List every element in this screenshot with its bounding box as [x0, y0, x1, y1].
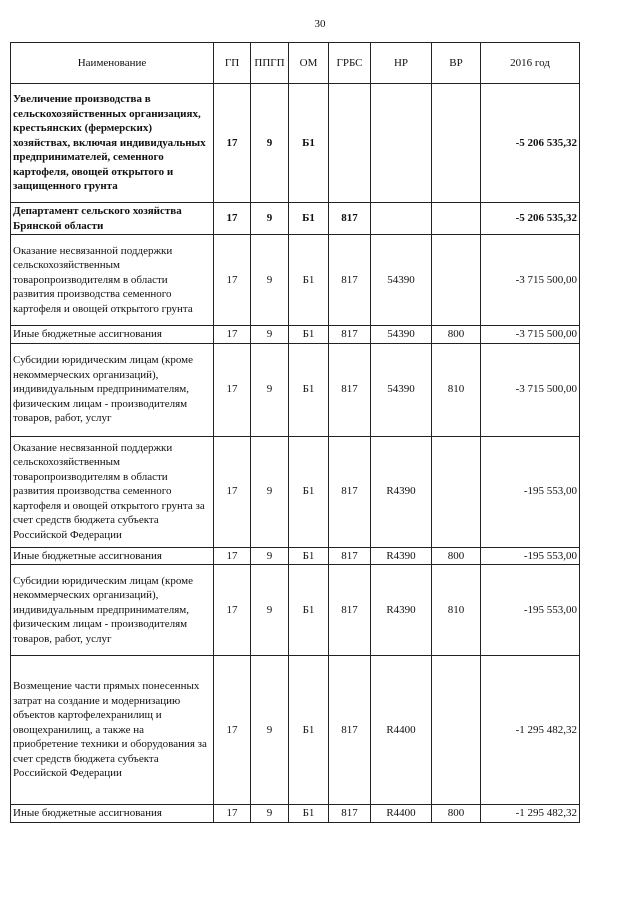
row-ppgp: 9 — [251, 547, 289, 565]
row-name: Иные бюджетные ассигнования — [11, 326, 214, 344]
row-ppgp: 9 — [251, 565, 289, 656]
budget-table — [10, 42, 580, 823]
row-ppgp: 9 — [251, 656, 289, 805]
row-name: Возмещение части прямых понесенных затрат на создание и модернизацию объектов картофелехранилищ и овощехранилищ, а также на приобретение техники и оборудования за счет средств бюджета субъекта Российской Федерации — [11, 656, 214, 805]
row-ppgp: 9 — [251, 436, 289, 547]
row-ppgp: 9 — [251, 84, 289, 203]
row-nr: R4390 — [371, 547, 432, 565]
row-gp: 17 — [214, 547, 251, 565]
header-om: ОМ — [289, 43, 329, 84]
row-ppgp: 9 — [251, 326, 289, 344]
header-year-2016: 2016 год — [481, 43, 580, 84]
row-om: Б1 — [289, 343, 329, 436]
row-nr: R4400 — [371, 805, 432, 823]
row-gp: 17 — [214, 343, 251, 436]
table-row — [11, 565, 580, 656]
table-row — [11, 656, 580, 805]
row-name: Оказание несвязанной поддержки сельскохозяйственным товаропроизводителям в области развития производства семенного картофеля и овощей открытого грунта — [11, 235, 214, 326]
page-number: 30 — [314, 18, 326, 30]
table-row — [11, 326, 580, 344]
table-header-row — [11, 43, 580, 84]
row-gp: 17 — [214, 203, 251, 235]
row-amount: -1 295 482,32 — [481, 805, 580, 823]
row-amount: -3 715 500,00 — [481, 326, 580, 344]
row-grbs: 817 — [329, 203, 371, 235]
row-vr: 810 — [432, 565, 481, 656]
header-vr: ВР — [432, 43, 481, 84]
row-om: Б1 — [289, 203, 329, 235]
row-nr: 54390 — [371, 343, 432, 436]
row-om: Б1 — [289, 656, 329, 805]
row-nr: R4400 — [371, 656, 432, 805]
row-vr: 800 — [432, 805, 481, 823]
row-nr: 54390 — [371, 235, 432, 326]
row-gp: 17 — [214, 656, 251, 805]
row-vr: 800 — [432, 547, 481, 565]
row-vr: 810 — [432, 343, 481, 436]
row-ppgp: 9 — [251, 235, 289, 326]
row-grbs: 817 — [329, 343, 371, 436]
row-amount: -195 553,00 — [481, 565, 580, 656]
table-row — [11, 547, 580, 565]
row-gp: 17 — [214, 235, 251, 326]
row-name: Иные бюджетные ассигнования — [11, 805, 214, 823]
table-row — [11, 84, 580, 203]
row-om: Б1 — [289, 805, 329, 823]
row-name: Субсидии юридическим лицам (кроме некоммерческих организаций), индивидуальным предпринимателям, физическим лицам - производителям товаров, работ, услуг — [11, 565, 214, 656]
row-gp: 17 — [214, 326, 251, 344]
row-nr: R4390 — [371, 565, 432, 656]
row-grbs — [329, 84, 371, 203]
row-name: Департамент сельского хозяйства Брянской области — [11, 203, 214, 235]
table-row — [11, 203, 580, 235]
row-vr — [432, 436, 481, 547]
header-ppgp: ППГП — [251, 43, 289, 84]
row-grbs: 817 — [329, 235, 371, 326]
row-nr: 54390 — [371, 326, 432, 344]
row-grbs: 817 — [329, 805, 371, 823]
row-amount: -195 553,00 — [481, 436, 580, 547]
row-vr: 800 — [432, 326, 481, 344]
row-grbs: 817 — [329, 326, 371, 344]
row-grbs: 817 — [329, 547, 371, 565]
row-gp: 17 — [214, 84, 251, 203]
row-grbs: 817 — [329, 436, 371, 547]
row-om: Б1 — [289, 235, 329, 326]
row-gp: 17 — [214, 805, 251, 823]
row-amount: -5 206 535,32 — [481, 203, 580, 235]
row-name: Иные бюджетные ассигнования — [11, 547, 214, 565]
row-ppgp: 9 — [251, 805, 289, 823]
row-om: Б1 — [289, 436, 329, 547]
row-gp: 17 — [214, 565, 251, 656]
row-om: Б1 — [289, 565, 329, 656]
row-ppgp: 9 — [251, 203, 289, 235]
row-name: Оказание несвязанной поддержки сельскохозяйственным товаропроизводителям в области развития производства семенного картофеля и овощей открытого грунта за счет средств бюджета субъекта Российской Федерации — [11, 436, 214, 547]
row-amount: -195 553,00 — [481, 547, 580, 565]
row-om: Б1 — [289, 326, 329, 344]
table-row — [11, 436, 580, 547]
row-ppgp: 9 — [251, 343, 289, 436]
row-nr — [371, 84, 432, 203]
row-vr — [432, 656, 481, 805]
row-vr — [432, 203, 481, 235]
row-vr — [432, 235, 481, 326]
row-vr — [432, 84, 481, 203]
row-name: Увеличение производства в сельскохозяйственных организациях, крестьянских (фермерских) хозяйствах, включая индивидуальных предпринимателей, семенного картофеля, овощей открытого и защищенного грунта — [11, 84, 214, 203]
row-nr: R4390 — [371, 436, 432, 547]
row-grbs: 817 — [329, 565, 371, 656]
header-nr: НР — [371, 43, 432, 84]
row-om: Б1 — [289, 84, 329, 203]
table-row — [11, 235, 580, 326]
table-row — [11, 805, 580, 823]
header-name: Наименование — [11, 43, 214, 84]
row-amount: -3 715 500,00 — [481, 235, 580, 326]
row-name: Субсидии юридическим лицам (кроме некоммерческих организаций), индивидуальным предпринимателям, физическим лицам - производителям товаров, работ, услуг — [11, 343, 214, 436]
row-amount: -3 715 500,00 — [481, 343, 580, 436]
header-gp: ГП — [214, 43, 251, 84]
row-om: Б1 — [289, 547, 329, 565]
row-amount: -5 206 535,32 — [481, 84, 580, 203]
row-gp: 17 — [214, 436, 251, 547]
row-nr — [371, 203, 432, 235]
row-grbs: 817 — [329, 656, 371, 805]
table-row — [11, 343, 580, 436]
row-amount: -1 295 482,32 — [481, 656, 580, 805]
header-grbs: ГРБС — [329, 43, 371, 84]
